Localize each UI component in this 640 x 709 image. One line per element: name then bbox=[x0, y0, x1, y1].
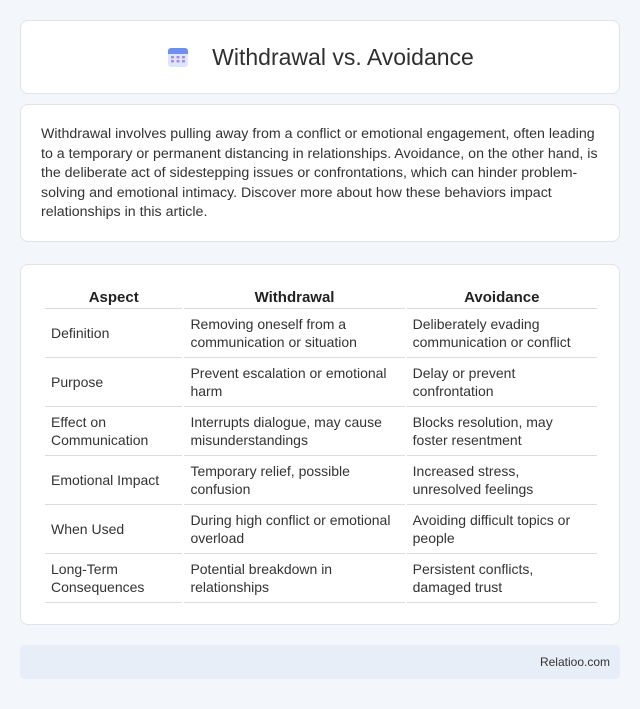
cell-withdrawal: Interrupts dialogue, may cause misunderstandings bbox=[184, 407, 404, 456]
cell-avoidance: Increased stress, unresolved feelings bbox=[407, 456, 597, 505]
title-wrap bbox=[166, 44, 474, 71]
table-row bbox=[45, 505, 597, 554]
comparison-table-card bbox=[20, 264, 620, 625]
cell-withdrawal: During high conflict or emotional overload bbox=[184, 505, 404, 554]
cell-aspect: Long-Term Consequences bbox=[45, 554, 182, 603]
cell-withdrawal: Potential breakdown in relationships bbox=[184, 554, 404, 603]
table-row bbox=[45, 309, 597, 358]
header-withdrawal: Withdrawal bbox=[184, 287, 404, 309]
table-row bbox=[45, 407, 597, 456]
cell-withdrawal: Prevent escalation or emotional harm bbox=[184, 358, 404, 407]
cell-aspect: When Used bbox=[45, 505, 182, 554]
cell-withdrawal: Removing oneself from a communication or situation bbox=[184, 309, 404, 358]
cell-aspect: Purpose bbox=[45, 358, 182, 407]
cell-avoidance: Persistent conflicts, damaged trust bbox=[407, 554, 597, 603]
cell-avoidance: Delay or prevent confrontation bbox=[407, 358, 597, 407]
table-row bbox=[45, 456, 597, 505]
table-header-row bbox=[45, 287, 597, 309]
footer-site-label: Relatioo.com bbox=[539, 655, 610, 669]
table-row bbox=[45, 358, 597, 407]
footer bbox=[20, 645, 620, 679]
cell-withdrawal: Temporary relief, possible confusion bbox=[184, 456, 404, 505]
header-avoidance: Avoidance bbox=[407, 287, 597, 309]
cell-aspect: Effect on Communication bbox=[45, 407, 182, 456]
calendar-icon bbox=[166, 45, 190, 69]
cell-avoidance: Deliberately evading communication or conflict bbox=[407, 309, 597, 358]
table-row bbox=[45, 554, 597, 603]
cell-aspect: Definition bbox=[45, 309, 182, 358]
cell-avoidance: Avoiding difficult topics or people bbox=[407, 505, 597, 554]
comparison-table bbox=[43, 287, 599, 603]
cell-aspect: Emotional Impact bbox=[45, 456, 182, 505]
cell-avoidance: Blocks resolution, may foster resentment bbox=[407, 407, 597, 456]
page-title: Withdrawal vs. Avoidance bbox=[212, 43, 474, 70]
intro-card bbox=[20, 104, 620, 242]
title-card bbox=[20, 20, 620, 94]
intro-text: Withdrawal involves pulling away from a conflict or emotional engagement, often leading to a temporary or permanent distancing in relationships. Avoidance, on the other hand, is the deliberate act of sidestepping issues or confrontations, which can hinder problem-solving and emotional intimacy. Discover more about how these behaviors impact relationships in this article. bbox=[41, 126, 598, 221]
header-aspect: Aspect bbox=[45, 287, 182, 309]
